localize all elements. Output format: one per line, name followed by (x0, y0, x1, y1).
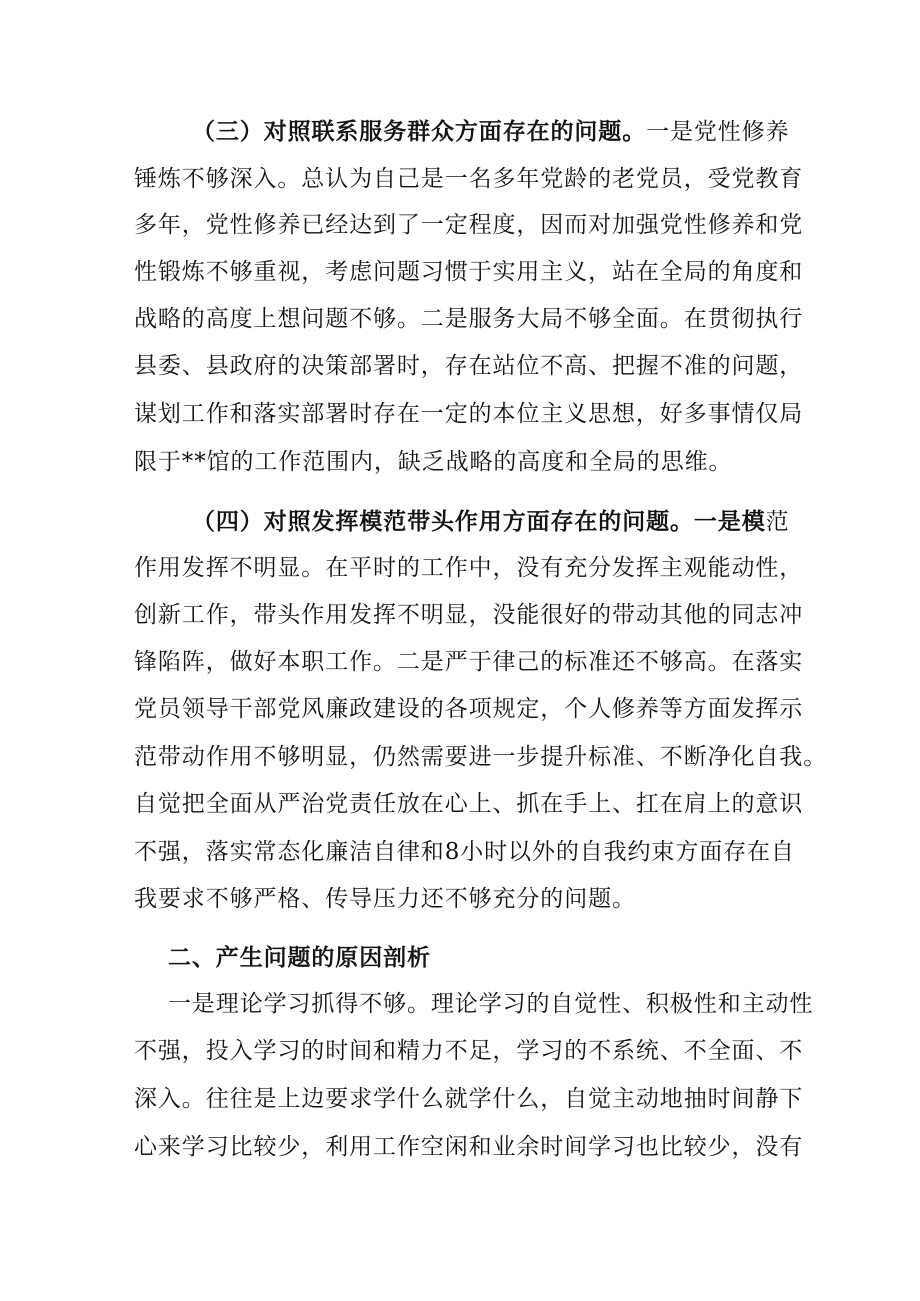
paragraph-line: 一是理论学习抓得不够。理论学习的自觉性、积极性和主动性 (168, 991, 814, 1017)
section-heading: （四）对照发挥模范带头作用方面存在的问题。一是模 (192, 508, 766, 535)
paragraph-line: 党员领导干部党风廉政建设的各项规定，个人修养等方面发挥示 (134, 696, 804, 722)
paragraph-line: 深入。往往是上边要求学什么就学什么，自觉主动地抽时间静下 (134, 1086, 804, 1112)
paragraph-line: 作用发挥不明显。在平时的工作中，没有充分发挥主观能动性， (134, 555, 804, 581)
paragraph-line: 锤炼不够深入。总认为自己是一名多年党龄的老党员，受党教育 (134, 166, 804, 192)
paragraph-line: 心来学习比较少，利用工作空闲和业余时间学习也比较少，没有 (134, 1134, 804, 1160)
paragraph-line (192, 117, 790, 147)
paragraph-line: 限于**馆的工作范围内，缺乏战略的高度和全局的思维。 (134, 449, 733, 475)
paragraph-line: 自觉把全面从严治党责任放在心上、抓在手上、扛在肩上的意识 (134, 791, 804, 817)
paragraph-line: 范带动作用不够明显，仍然需要进一步提升标准、不断净化自我。 (134, 744, 828, 770)
line-text: 范 (765, 509, 790, 535)
line-text: 一是党性修养 (646, 119, 790, 145)
paragraph-line (192, 507, 790, 537)
paragraph-line: 多年，党性修养已经达到了一定程度，因而对加强党性修养和党 (134, 212, 804, 238)
paragraph-line: 县委、县政府的决策部署时，存在站位不高、把握不准的问题， (134, 353, 804, 379)
paragraph-line: 不强，落实常态化廉洁自律和8小时以外的自我约束方面存在自 (134, 839, 795, 865)
paragraph-line: 我要求不够严格、传导压力还不够充分的问题。 (134, 886, 636, 912)
paragraph-line: 性锻炼不够重视，考虑问题习惯于实用主义，站在全局的角度和 (134, 259, 804, 285)
paragraph-line: 不强，投入学习的时间和精力不足，学习的不系统、不全面、不 (134, 1038, 804, 1064)
paragraph-line: 锋陷阵，做好本职工作。二是严于律己的标准还不够高。在落实 (134, 649, 804, 675)
chapter-heading: 二、产生问题的原因剖析 (168, 944, 431, 971)
paragraph-line: 谋划工作和落实部署时存在一定的本位主义思想，好多事情仅局 (134, 401, 804, 427)
section-heading: （三）对照联系服务群众方面存在的问题。 (192, 118, 647, 145)
paragraph-line: 战略的高度上想问题不够。二是服务大局不够全面。在贯彻执行 (134, 306, 804, 332)
paragraph-line: 创新工作，带头作用发挥不明显，没能很好的带动其他的同志冲 (134, 602, 804, 628)
